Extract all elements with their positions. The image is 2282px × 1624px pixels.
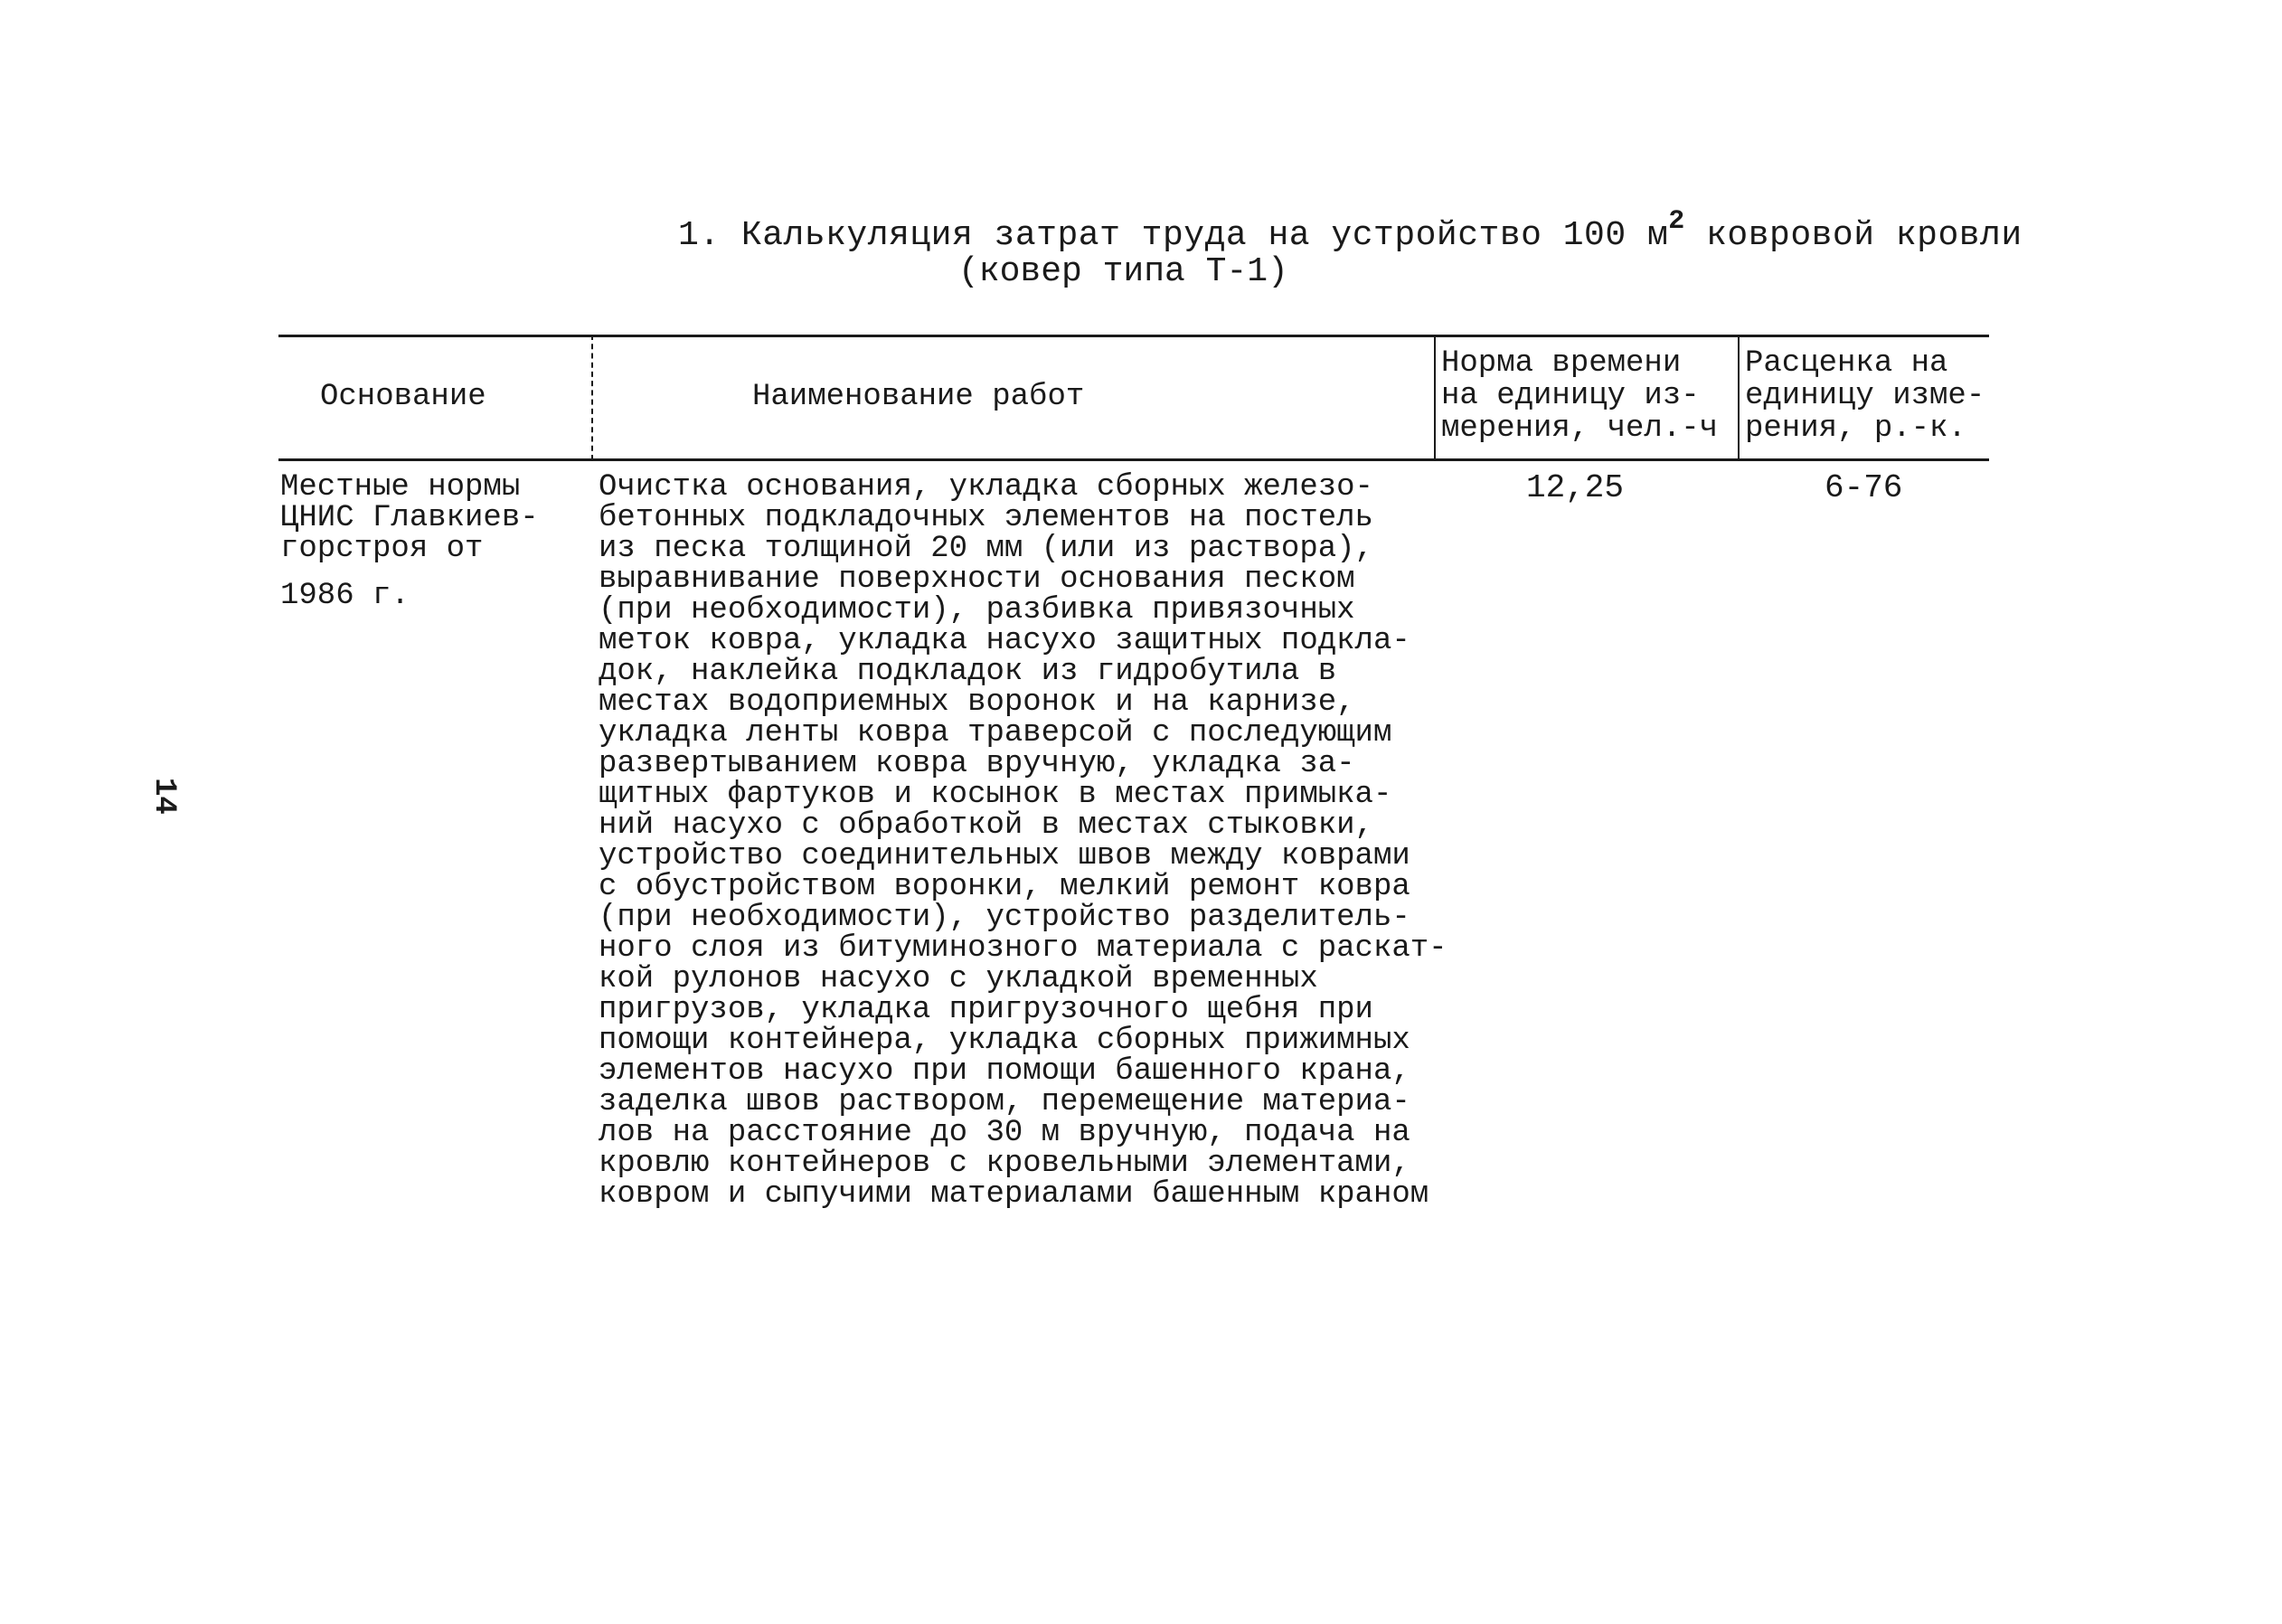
page-number: 14 [146, 778, 181, 815]
work-line: кровлю контейнеров с кровельными элементами, [599, 1147, 1410, 1181]
column-divider-1 [591, 335, 593, 460]
work-line: бетонных подкладочных элементов на постель [599, 501, 1373, 535]
header-rate: Расценка на единицу изме- рения, р.-к. [1745, 346, 1985, 446]
work-line: с обустройством воронки, мелкий ремонт ковра [599, 870, 1410, 904]
header-work-name: Наименование работ [752, 379, 1085, 414]
table-header-rule [278, 458, 1989, 461]
basis-year: 1986 г. [280, 579, 410, 613]
time-norm-value: 12,25 [1526, 469, 1625, 506]
column-divider-3 [1738, 335, 1740, 460]
work-line: местах водоприемных воронок и на карнизе, [599, 685, 1355, 720]
work-line: меток ковра, укладка насухо защитных подкла- [599, 624, 1410, 658]
work-line: лов на расстояние до 30 м вручную, подача на [599, 1116, 1410, 1150]
basis-line: горстроя от [280, 532, 484, 566]
work-line: кой рулонов насухо с укладкой временных [599, 962, 1318, 996]
work-line: ного слоя из битуминозного материала с раскат- [599, 931, 1447, 966]
document-subtitle: (ковер типа Т-1) [958, 252, 1288, 291]
work-line: развертыванием ковра вручную, укладка за- [599, 747, 1355, 781]
document-title [678, 201, 2023, 257]
title-superscript: 2 [1668, 206, 1685, 237]
work-line: элементов насухо при помощи башенного крана, [599, 1054, 1410, 1089]
work-line: выравнивание поверхности основания песком [599, 562, 1355, 597]
work-line: Очистка основания, укладка сборных железо- [599, 470, 1373, 505]
column-divider-2 [1434, 335, 1436, 460]
basis-line: Местные нормы [280, 470, 521, 505]
header-basis: Основание [320, 379, 486, 414]
title-main: 1. Калькуляция затрат труда на устройство 100 м [678, 216, 1669, 255]
header-time-norm: Норма времени на единицу из- мерения, чел.-ч [1441, 346, 1719, 446]
work-line: док, наклейка подкладок из гидробутила в [599, 655, 1337, 689]
work-description-cell [599, 472, 1447, 1210]
basis-cell [280, 472, 539, 611]
rate-value: 6-76 [1825, 469, 1903, 506]
work-line: ковром и сыпучими материалами башенным краном [599, 1177, 1429, 1212]
work-line: (при необходимости), разбивка привязочных [599, 593, 1355, 628]
work-line: щитных фартуков и косынок в местах примыка- [599, 778, 1392, 812]
work-line: помощи контейнера, укладка сборных прижимных [599, 1024, 1410, 1058]
table-top-rule [278, 335, 1989, 337]
work-line: ний насухо с обработкой в местах стыковки, [599, 808, 1373, 843]
work-line: укладка ленты ковра траверсой с последующим [599, 716, 1392, 751]
title-tail: ковровой кровли [1684, 216, 2023, 255]
basis-line: ЦНИС Главкиев- [280, 501, 539, 535]
work-line: устройство соединительных швов между коврами [599, 839, 1410, 873]
work-line: (при необходимости), устройство разделитель- [599, 901, 1410, 935]
work-line: из песка толщиной 20 мм (или из раствора), [599, 532, 1373, 566]
work-line: пригрузов, укладка пригрузочного щебня при [599, 993, 1373, 1027]
work-line: заделка швов раствором, перемещение материа- [599, 1085, 1410, 1119]
